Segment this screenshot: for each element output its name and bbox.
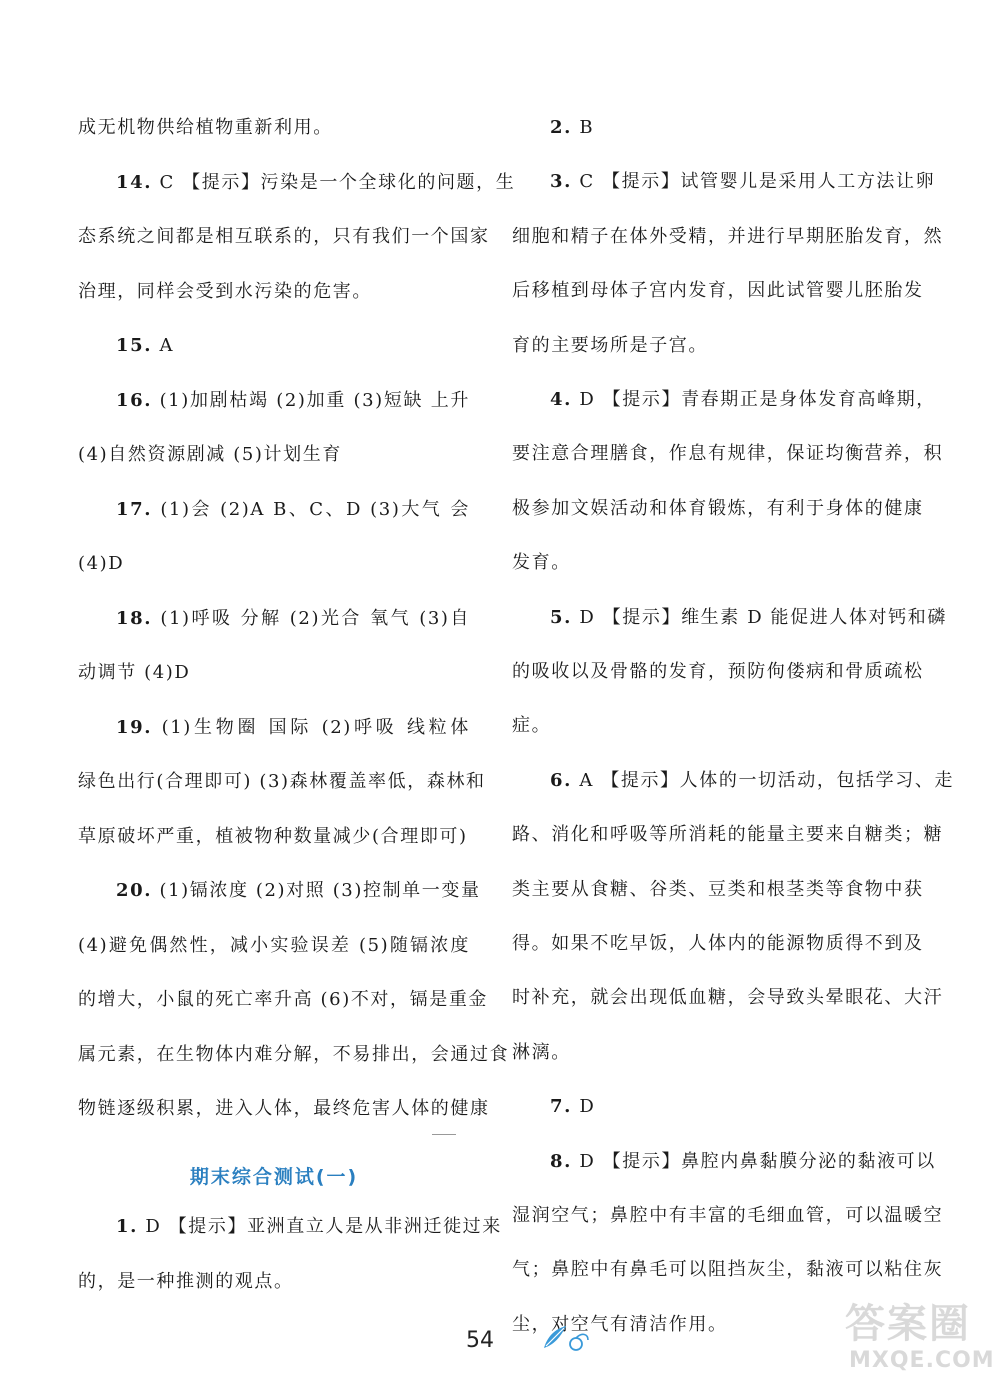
- line-text: (1)加剧枯竭 (2)加重 (3)短缺 上升: [159, 389, 470, 411]
- text-line: [78, 116, 470, 140]
- leaf-ornament-icon: [540, 1322, 592, 1358]
- line-text: 气；鼻腔中有鼻毛可以阻挡灰尘，黏液可以粘住灰: [512, 1259, 944, 1281]
- question-number: 8.: [550, 1150, 572, 1172]
- line-text: 的吸收以及骨骼的发育，预防佝偻病和骨质疏松: [512, 661, 924, 682]
- answer-item: [78, 716, 470, 740]
- answer-item: [512, 388, 936, 412]
- line-text: 的，是一种推测的观点。: [78, 1271, 294, 1292]
- answer-item: [78, 498, 470, 522]
- text-line: [78, 770, 486, 794]
- watermark-en: MXQE.COM: [849, 1348, 995, 1373]
- text-line: [78, 443, 470, 467]
- line-text: 物链逐级积累，进入人体，最终危害人体的健康: [78, 1098, 490, 1119]
- text-line: [512, 1204, 944, 1228]
- line-text: 要注意合理膳食，作息有规律，保证均衡营养，积: [512, 443, 944, 465]
- line-text: 属元素，在生物体内难分解，不易排出，会通过食: [78, 1043, 510, 1065]
- line-text: 治理，同样会受到水污染的危害。: [78, 280, 372, 302]
- line-text: 症。: [512, 715, 552, 737]
- text-line: [78, 1270, 470, 1294]
- question-number: 4.: [550, 389, 572, 410]
- line-text: D 【提示】亚洲直立人是从非洲迁徙过来: [145, 1216, 502, 1237]
- question-number: 17.: [116, 498, 153, 520]
- line-text: C 【提示】污染是一个全球化的问题，生: [159, 171, 516, 193]
- question-number: 1.: [116, 1216, 138, 1237]
- line-text: (1)镉浓度 (2)对照 (3)控制单一变量: [159, 880, 481, 901]
- answer-item: [512, 1150, 936, 1174]
- line-text: 态系统之间都是相互联系的，只有我们一个国家: [78, 226, 490, 247]
- answer-item: [78, 607, 470, 631]
- text-line: [512, 660, 924, 684]
- text-line: [512, 279, 924, 303]
- question-number: 16.: [116, 389, 153, 411]
- text-line: [78, 988, 489, 1012]
- text-line: [78, 552, 470, 576]
- line-text: D 【提示】鼻腔内鼻黏膜分泌的黏液可以: [579, 1150, 936, 1172]
- answer-item: [512, 170, 936, 194]
- text-line: [512, 497, 924, 521]
- watermark-logo: [835, 1292, 995, 1382]
- line-text: 淋漓。: [512, 1041, 571, 1063]
- line-text: (1)会 (2)A B、C、D (3)大气 会: [160, 498, 471, 520]
- line-text: 得。如果不吃早饭，人体内的能源物质得不到及: [512, 933, 924, 954]
- line-text: 育的主要场所是子宫。: [512, 334, 708, 356]
- text-line: [512, 334, 904, 358]
- line-text: 细胞和精子在体外受精，并进行早期胚胎发育，然: [512, 225, 944, 247]
- line-text: 类主要从食糖、谷类、豆类和根茎类等食物中获: [512, 878, 924, 900]
- text-line: [512, 442, 944, 466]
- question-number: 2.: [550, 117, 572, 138]
- line-text: 成无机物供给植物重新利用。: [78, 117, 333, 138]
- text-line: [512, 225, 944, 249]
- line-text: C 【提示】试管婴儿是采用人工方法让卵: [579, 171, 936, 193]
- line-text: (4)自然资源剧减 (5)计划生育: [78, 444, 342, 465]
- line-text: B: [579, 117, 595, 138]
- text-line: [512, 1041, 904, 1065]
- text-line: [78, 825, 470, 849]
- line-text: 绿色出行(合理即可) (3)森林覆盖率低，森林和: [78, 771, 486, 792]
- line-text: 发育。: [512, 552, 571, 574]
- line-text: (1)生物圈 国际 (2)呼吸 线粒体: [161, 716, 471, 738]
- line-text: 的增大，小鼠的死亡率升高 (6)不对，镉是重金: [78, 989, 489, 1010]
- text-line: [512, 551, 904, 575]
- text-line: [512, 1258, 944, 1282]
- answer-item: [512, 769, 955, 793]
- line-text: 后移植到母体子宫内发育，因此试管婴儿胚胎发: [512, 280, 924, 302]
- answer-item: [512, 606, 947, 630]
- section-divider: [432, 1134, 456, 1135]
- line-text: 湿润空气；鼻腔中有丰富的毛细血管，可以温暖空: [512, 1205, 944, 1226]
- line-text: 尘，对空气有清洁作用。: [512, 1313, 728, 1335]
- line-text: D 【提示】维生素 D 能促进人体对钙和磷: [579, 606, 947, 628]
- text-line: [78, 1097, 490, 1121]
- question-number: 3.: [550, 171, 572, 193]
- line-text: D 【提示】青春期正是身体发育高峰期，: [579, 389, 936, 410]
- line-text: 时补充，就会出现低血糖，会导致头晕眼花、大汗: [512, 987, 944, 1009]
- question-number: 20.: [116, 880, 153, 901]
- line-text: 极参加文娱活动和体育锻炼，有利于身体的健康: [512, 497, 924, 519]
- answer-item: [78, 1215, 502, 1239]
- line-text: 草原破坏严重，植被物种数量减少(合理即可): [78, 825, 468, 847]
- line-text: 动调节 (4)D: [78, 662, 191, 683]
- section-title: 期末综合测试(一): [189, 1166, 359, 1188]
- answer-item: [78, 171, 516, 195]
- line-text: A 【提示】人体的一切活动，包括学习、走: [579, 769, 955, 791]
- line-text: A: [159, 335, 175, 356]
- text-line: [512, 878, 924, 902]
- text-line: [512, 932, 924, 956]
- answer-item: [512, 116, 904, 140]
- line-text: (1)呼吸 分解 (2)光合 氧气 (3)自: [160, 607, 471, 629]
- page-number: 54: [466, 1328, 494, 1353]
- line-text: (4)D: [78, 553, 125, 574]
- answer-item: [78, 334, 470, 358]
- line-text: 路、消化和呼吸等所消耗的能量主要来自糖类；糖: [512, 824, 944, 846]
- question-number: 7.: [550, 1096, 572, 1118]
- question-number: 6.: [550, 769, 572, 791]
- line-text: (4)避免偶然性，减小实验误差 (5)随镉浓度: [78, 934, 470, 956]
- text-line: [512, 714, 904, 738]
- line-text: D: [579, 1096, 596, 1118]
- text-line: [512, 986, 944, 1010]
- question-number: 18.: [116, 607, 153, 629]
- text-line: [512, 823, 944, 847]
- watermark-cn: 答案圈: [845, 1301, 971, 1347]
- question-number: 14.: [116, 171, 153, 193]
- text-line: [78, 280, 470, 304]
- question-number: 5.: [550, 606, 572, 628]
- answer-item: [512, 1095, 904, 1119]
- question-number: 19.: [116, 716, 153, 738]
- answer-item: [78, 389, 470, 413]
- text-line: [78, 661, 470, 685]
- text-line: [78, 1043, 510, 1067]
- text-line: [78, 225, 490, 249]
- question-number: 15.: [116, 335, 153, 356]
- answer-item: [78, 879, 481, 903]
- text-line: [78, 934, 470, 958]
